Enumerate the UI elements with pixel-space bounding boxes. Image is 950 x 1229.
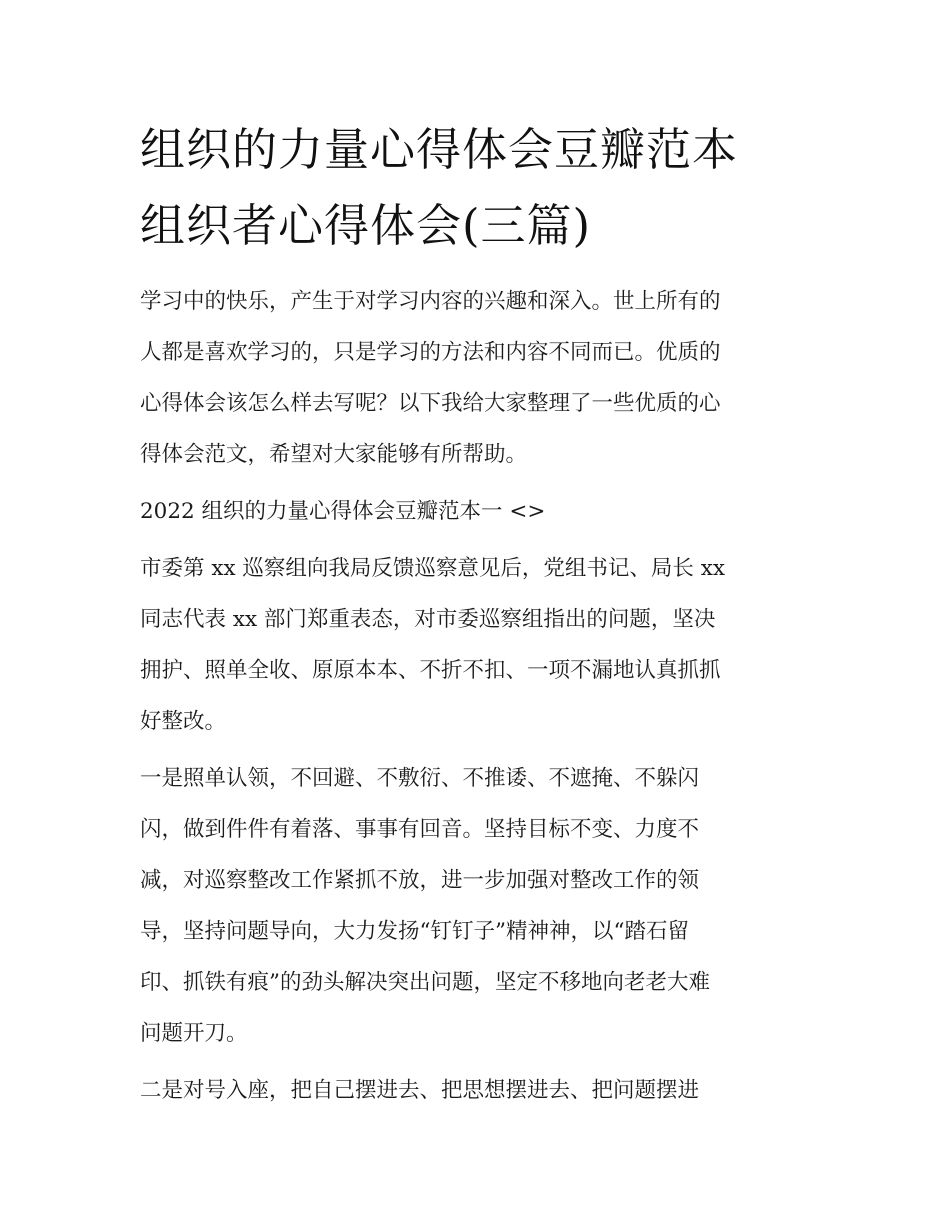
text-line: 一是照单认领，不回避、不敷衍、不推诿、不遮掩、不躲闪 — [140, 766, 700, 791]
body-paragraph — [140, 543, 830, 747]
text-line: 拥护、照单全收、原原本本、不折不扣、一项不漏地认真抓抓 — [140, 658, 721, 683]
text-line: 闪，做到件件有着落、事事有回音。坚持目标不变、力度不 — [140, 817, 700, 842]
section-heading — [140, 486, 830, 537]
text-line: 2022 组织的力量心得体会豆瓣范本一 <> — [140, 499, 546, 524]
text-line: 心得体会该怎么样去写呢？以下我给大家整理了一些优质的心 — [140, 391, 721, 416]
body-paragraph — [140, 1065, 830, 1116]
text-line: 印、抓铁有痕”的劲头解决突出问题，坚定不移地向老老大难 — [140, 970, 710, 995]
text-line: 学习中的快乐，产生于对学习内容的兴趣和深入。世上所有的 — [140, 289, 721, 314]
text-line: 得体会范文，希望对大家能够有所帮助。 — [140, 442, 528, 467]
document-body — [140, 276, 830, 1122]
text-line: 人都是喜欢学习的，只是学习的方法和内容不同而已。优质的 — [140, 340, 721, 365]
body-paragraph — [140, 753, 830, 1059]
intro-paragraph — [140, 276, 830, 480]
text-line: 同志代表 xx 部门郑重表态，对市委巡察组指出的问题，坚决 — [140, 607, 716, 632]
text-line: 减，对巡察整改工作紧抓不放，进一步加强对整改工作的领 — [140, 868, 700, 893]
title-line: 组织的力量心得体会豆瓣范本 — [140, 123, 739, 176]
text-line: 市委第 xx 巡察组向我局反馈巡察意见后，党组书记、局长 xx — [140, 556, 726, 581]
text-line: 问题开刀。 — [140, 1021, 248, 1046]
document-title — [140, 112, 820, 264]
title-line: 组织者心得体会(三篇) — [140, 199, 592, 252]
text-line: 导，坚持问题导向，大力发扬“钉钉子”精神神，以“踏石留 — [140, 919, 689, 944]
text-line: 好整改。 — [140, 709, 227, 734]
text-line: 二是对号入座，把自己摆进去、把思想摆进去、把问题摆进 — [140, 1078, 700, 1103]
